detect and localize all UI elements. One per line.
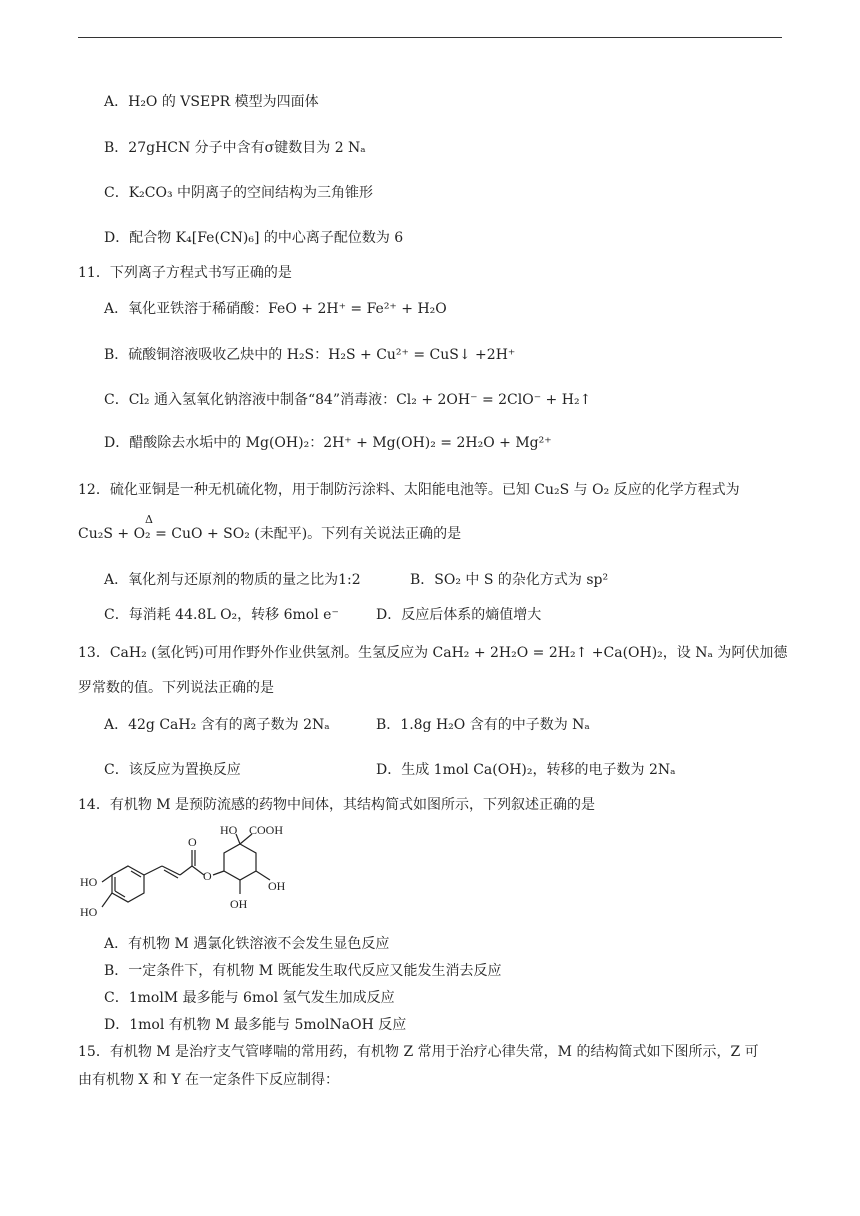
q14-stem: 14．有机物 M 是预防流感的药物中间体，其结构简式如图所示，下列叙述正确的是 (78, 797, 596, 813)
q12-option-a: A．氧化剂与还原剂的物质的量之比为1:2 (104, 572, 361, 588)
q13-option-c: C．该反应为置换反应 (104, 762, 241, 778)
q12-stem-line1: 12．硫化亚铜是一种无机硫化物，用于制防污涂料、太阳能电池等。已知 Cu₂S 与 O₂ 反应的化学方程式为 (78, 482, 740, 498)
q15-stem-line1: 15．有机物 M 是治疗支气管哮喘的常用药，有机物 Z 常用于治疗心律失常，M 的结构简式如下图所示，Z 可 (78, 1044, 759, 1060)
label-carbonyl-o: O (188, 835, 197, 849)
q14-option-b: B．一定条件下，有机物 M 既能发生取代反应又能发生消去反应 (104, 963, 502, 979)
q11-option-b: B．硫酸铜溶液吸收乙炔中的 H₂S：H₂S + Cu²⁺ = CuS↓ +2H⁺ (104, 347, 516, 363)
q10-option-c: C．K₂CO₃ 中阴离子的空间结构为三角锥形 (104, 185, 374, 201)
q13-stem-line1: 13．CaH₂ (氢化钙)可用作野外作业供氢剂。生氢反应为 CaH₂ + 2H₂O = 2H₂↑ +Ca(OH)₂，设 Nₐ 为阿伏加德 (78, 645, 788, 661)
q12-delta-mark: Δ (145, 513, 153, 526)
q14-option-c: C．1molM 最多能与 6mol 氢气发生加成反应 (104, 990, 395, 1006)
q14-option-a: A．有机物 M 遇氯化铁溶液不会发生显色反应 (104, 936, 390, 952)
q10-option-a: A．H₂O 的 VSEPR 模型为四面体 (104, 94, 319, 110)
q12-option-b: B．SO₂ 中 S 的杂化方式为 sp² (410, 572, 609, 588)
benzene-ring (112, 866, 144, 902)
q11-option-c: C．Cl₂ 通入氢氧化钠溶液中制备“84”消毒液：Cl₂ + 2OH⁻ = 2ClO⁻ + H₂↑ (104, 392, 592, 408)
q14-option-d: D．1mol 有机物 M 最多能与 5molNaOH 反应 (104, 1017, 407, 1033)
header-rule (78, 37, 782, 38)
label-cooh: COOH (249, 823, 284, 837)
q12-option-c: C．每消耗 44.8L O₂，转移 6mol e⁻ (104, 607, 339, 623)
label-oh-right: OH (268, 879, 286, 893)
label-ho-top: HO (220, 823, 238, 837)
q11-option-d: D．醋酸除去水垢中的 Mg(OH)₂：2H⁺ + Mg(OH)₂ = 2H₂O + Mg²⁺ (104, 435, 552, 451)
cyclohexane-ring (224, 844, 256, 880)
q13-option-b: B．1.8g H₂O 含有的中子数为 Nₐ (376, 717, 590, 733)
q13-option-a: A．42g CaH₂ 含有的离子数为 2Nₐ (104, 717, 330, 733)
q15-stem-line2: 由有机物 X 和 Y 在一定条件下反应制得： (78, 1072, 340, 1088)
q11-option-a: A．氧化亚铁溶于稀硝酸：FeO + 2H⁺ = Fe²⁺ + H₂O (104, 301, 447, 317)
q12-option-d: D．反应后体系的熵值增大 (376, 607, 542, 623)
q10-option-b: B．27gHCN 分子中含有σ键数目为 2 Nₐ (104, 140, 366, 156)
label-ho-ring-top: HO (80, 875, 98, 889)
q11-stem: 11．下列离子方程式书写正确的是 (78, 265, 292, 281)
label-ho-ring-bottom: HO (80, 905, 98, 919)
q12-stem-line2: Cu₂S + O₂ = CuO + SO₂ (未配平)。下列有关说法正确的是 (78, 526, 462, 542)
label-ester-o: O (203, 869, 212, 883)
q13-stem-line2: 罗常数的值。下列说法正确的是 (78, 680, 274, 696)
molecule-m-structure (76, 822, 306, 934)
q10-option-d: D．配合物 K₄[Fe(CN)₆] 的中心离子配位数为 6 (104, 230, 404, 246)
q13-option-d: D．生成 1mol Ca(OH)₂，转移的电子数为 2Nₐ (376, 762, 676, 778)
label-oh-bottom: OH (230, 897, 248, 911)
